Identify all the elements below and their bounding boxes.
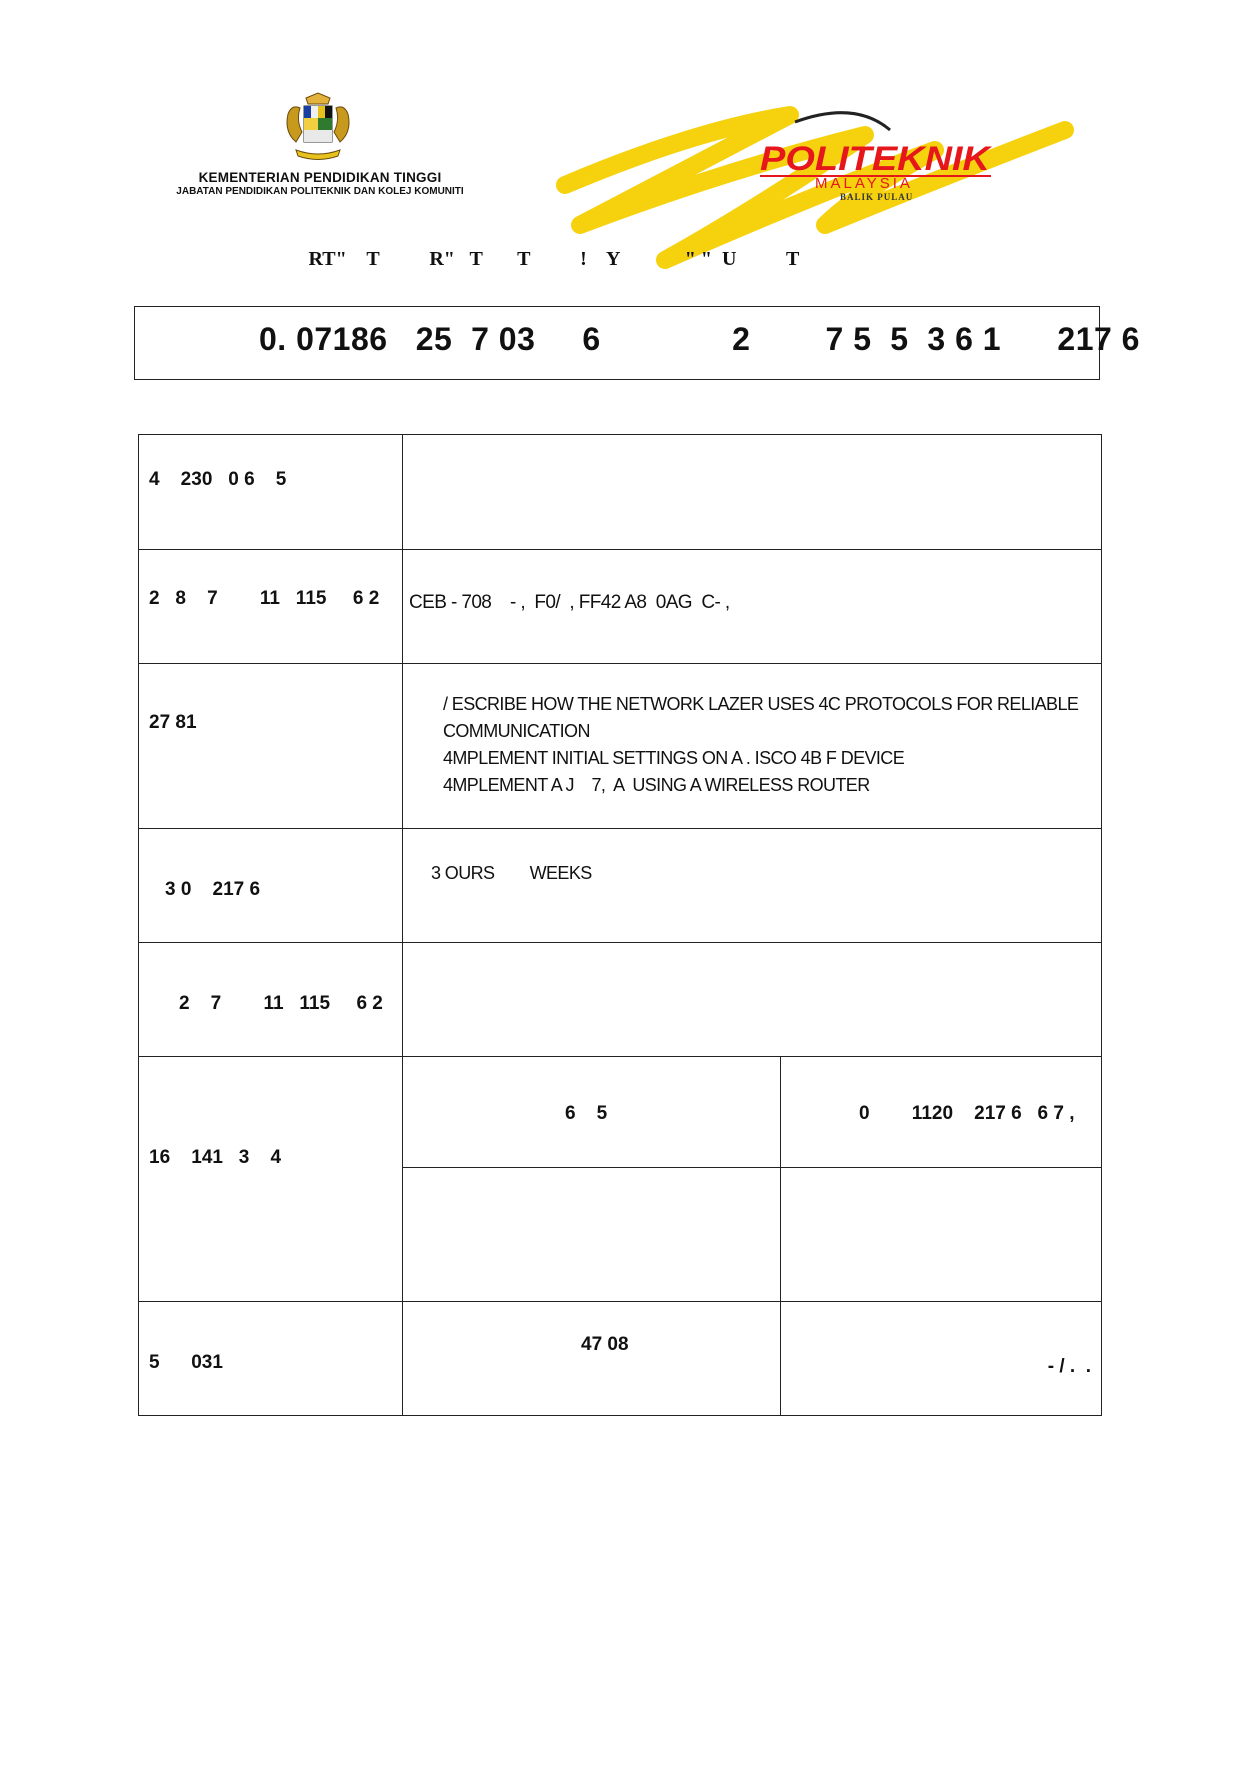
row-label: 16 141 3 4 <box>149 1147 282 1168</box>
table-row <box>139 1302 1102 1416</box>
value-cell <box>781 1168 1102 1302</box>
objective-line: 4MPLEMENT A J 7, A USING A WIRELESS ROUTER <box>443 775 870 795</box>
row-label-cell <box>139 1302 403 1416</box>
row-label: 2 7 11 115 6 2 <box>179 993 383 1014</box>
table-row <box>139 829 1102 943</box>
row-value-cell <box>403 943 1102 1057</box>
table-row <box>139 1057 1102 1168</box>
row-label-cell <box>139 550 403 664</box>
row-value-cell <box>403 435 1102 550</box>
objective-line: 4MPLEMENT INITIAL SETTINGS ON A . ISCO 4B F DEVICE <box>443 748 905 768</box>
document-title: 0. 07186 25 7 03 6 2 7 5 5 3 6 1 217 6 <box>259 321 1140 357</box>
objective-line: / ESCRIBE HOW THE NETWORK LAZER USES 4C PROTOCOLS FOR RELIABLE <box>443 694 1079 714</box>
subheader-cell <box>403 1057 781 1168</box>
objective-line: COMMUNICATION <box>443 721 590 741</box>
value-cell <box>403 1302 781 1416</box>
subheader-cell <box>781 1057 1102 1168</box>
row-label: 2 8 7 11 115 6 2 <box>149 588 380 609</box>
logo-country: MALAYSIA <box>815 175 913 192</box>
row-value-cell <box>403 550 1102 664</box>
duration-value: 3 OURS WEEKS <box>431 863 592 883</box>
row-label: 27 81 <box>149 712 197 733</box>
row-label: 3 0 217 6 <box>165 879 261 900</box>
cell-value: - / . . <box>1047 1356 1091 1377</box>
document-subtitle:   RT" T R" T T ! Y " " U T <box>288 248 800 270</box>
course-code-value: CEB - 708 - , F0/ , FF42 A8 0AG C- , <box>409 592 730 613</box>
cell-value: 47 08 <box>581 1334 629 1355</box>
title-box <box>134 306 1140 380</box>
value-cell <box>403 1168 781 1302</box>
value-cell <box>781 1302 1102 1416</box>
row-label-cell <box>139 943 403 1057</box>
subheader-label: 6 5 <box>565 1103 608 1124</box>
row-value-cell <box>403 664 1102 829</box>
ministry-header <box>150 170 490 197</box>
table-row <box>139 664 1102 829</box>
row-label-cell <box>139 1057 403 1302</box>
row-label: 4 230 0 6 5 <box>149 469 287 490</box>
logo-campus: BALIK PULAU <box>840 192 914 202</box>
row-label: 5 031 <box>149 1352 223 1373</box>
row-label-cell <box>139 435 403 550</box>
coat-of-arms-logo <box>266 92 370 164</box>
department-name: JABATAN PENDIDIKAN POLITEKNIK DAN KOLEJ KOMUNITI <box>176 186 464 197</box>
table-row <box>139 550 1102 664</box>
ministry-name: KEMENTERIAN PENDIDIKAN TINGGI <box>198 170 442 185</box>
subheader-label: 0 1120 217 6 6 7 , <box>859 1103 1075 1124</box>
logo-wordmark: POLITEKNIK <box>760 140 993 178</box>
table-row <box>139 943 1102 1057</box>
table-row <box>139 435 1102 550</box>
row-value-cell <box>403 829 1102 943</box>
politeknik-logo <box>545 100 1085 270</box>
row-label-cell <box>139 664 403 829</box>
course-info-table <box>138 434 1102 1416</box>
row-label-cell <box>139 829 403 943</box>
